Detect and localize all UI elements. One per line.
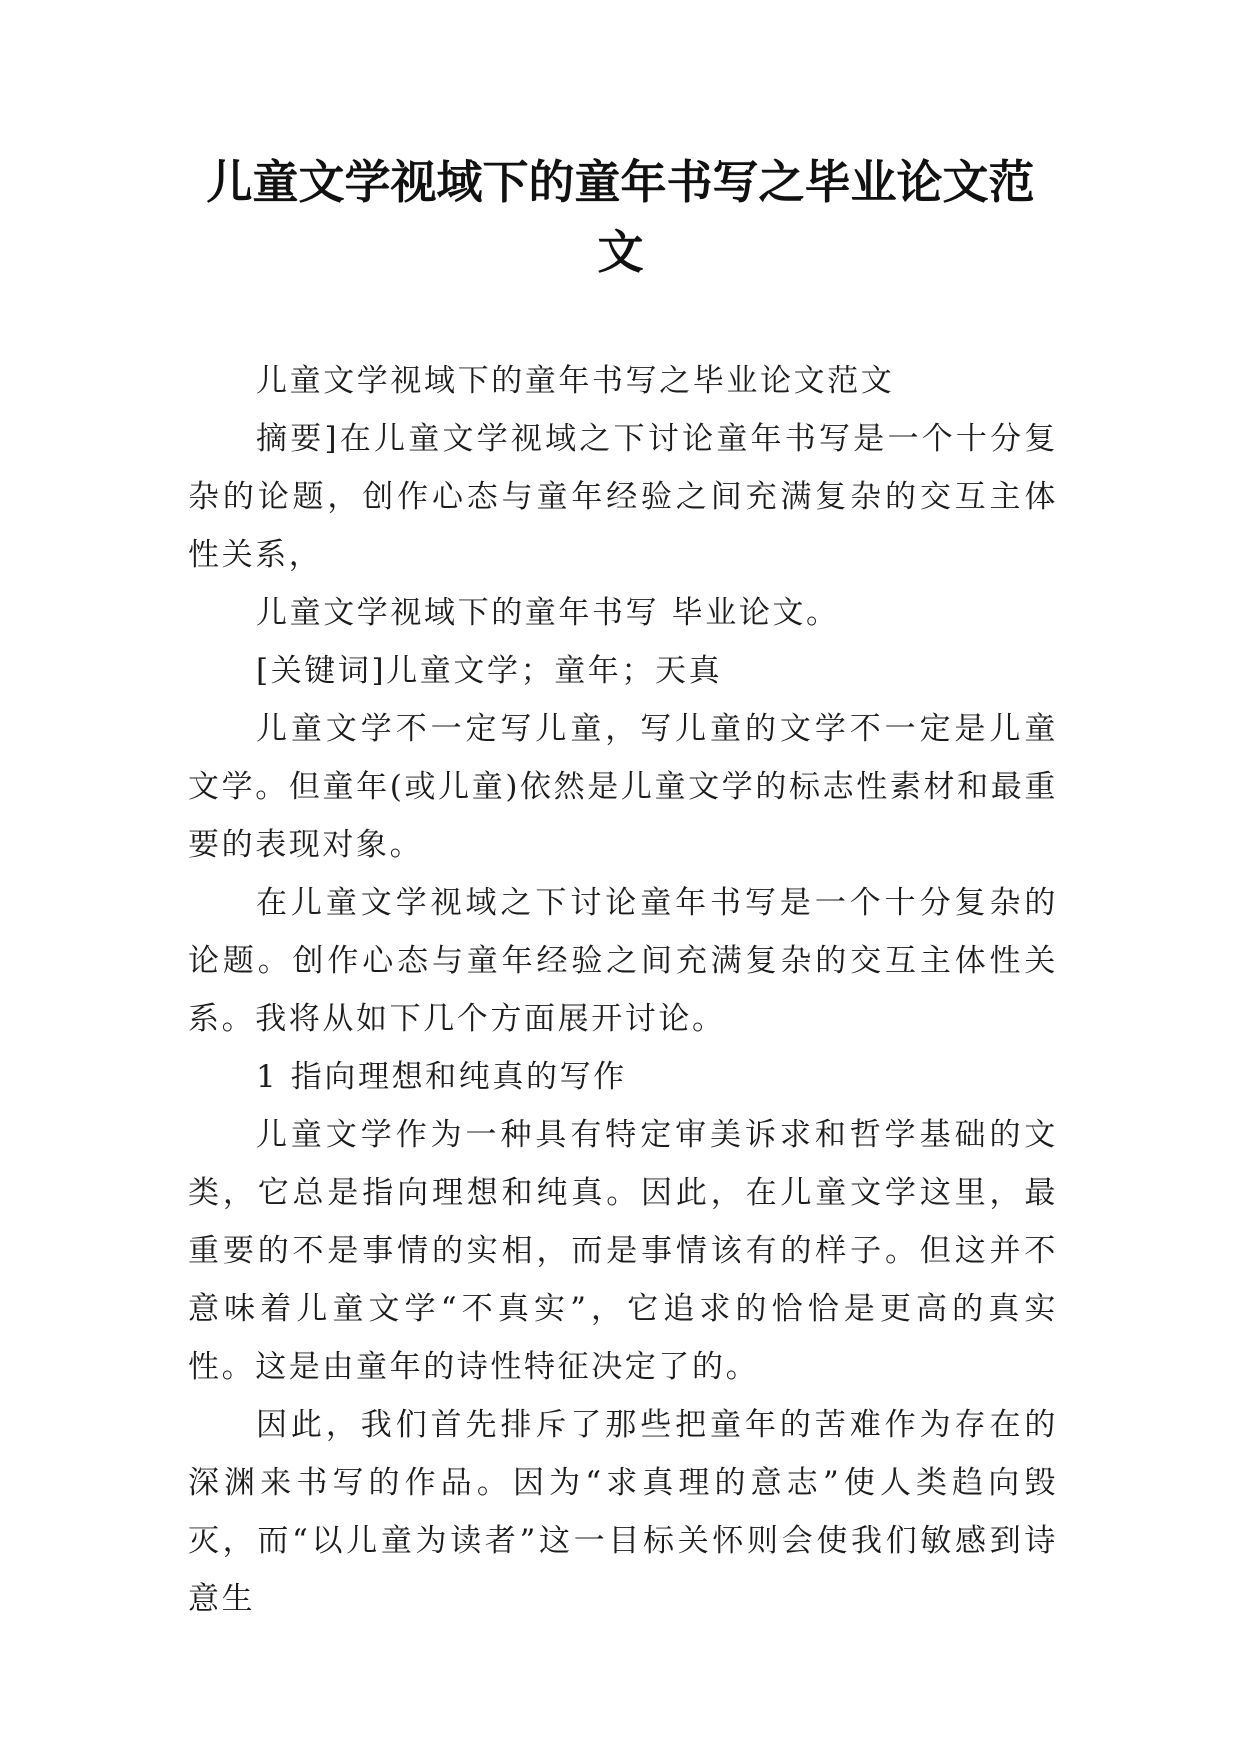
keywords-paragraph: [关键词]儿童文学；童年；天真 xyxy=(256,653,723,689)
abstract-paragraph: 摘要]在儿童文学视域之下讨论童年书写是一个十分复杂的论题，创作心态与童年经验之间充满复杂的交互主体性关系， xyxy=(188,421,1058,573)
body-paragraph: 儿童文学作为一种具有特定审美诉求和哲学基础的文类，它总是指向理想和纯真。因此，在儿童文学这里，最重要的不是事情的实相，而是事情该有的样子。但这并不意味着儿童文学“不真实”，它追求的恰恰是更高的真实性。这是由童年的诗性特征决定了的。 xyxy=(188,1117,1058,1385)
subtitle-paragraph: 儿童文学视域下的童年书写之毕业论文范文 xyxy=(256,363,895,399)
document-title-line-1: 儿童文学视域下的童年书写之毕业论文范 xyxy=(206,155,1035,209)
body-paragraph: 在儿童文学视域之下讨论童年书写是一个十分复杂的论题。创作心态与童年经验之间充满复杂的交互主体性关系。我将从如下几个方面展开讨论。 xyxy=(188,885,1058,1037)
summary-paragraph: 儿童文学视域下的童年书写 毕业论文。 xyxy=(256,595,840,631)
document-title-line-2: 文 xyxy=(597,225,644,279)
section-heading: 1 指向理想和纯真的写作 xyxy=(256,1059,627,1095)
document-body xyxy=(188,352,1058,1628)
body-paragraph: 因此，我们首先排斥了那些把童年的苦难作为存在的深渊来书写的作品。因为“求真理的意志”使人类趋向毁灭，而“以儿童为读者”这一目标关怀则会使我们敏感到诗意生 xyxy=(188,1407,1058,1617)
body-paragraph: 儿童文学不一定写儿童，写儿童的文学不一定是儿童文学。但童年(或儿童)依然是儿童文学的标志性素材和最重要的表现对象。 xyxy=(188,711,1058,863)
